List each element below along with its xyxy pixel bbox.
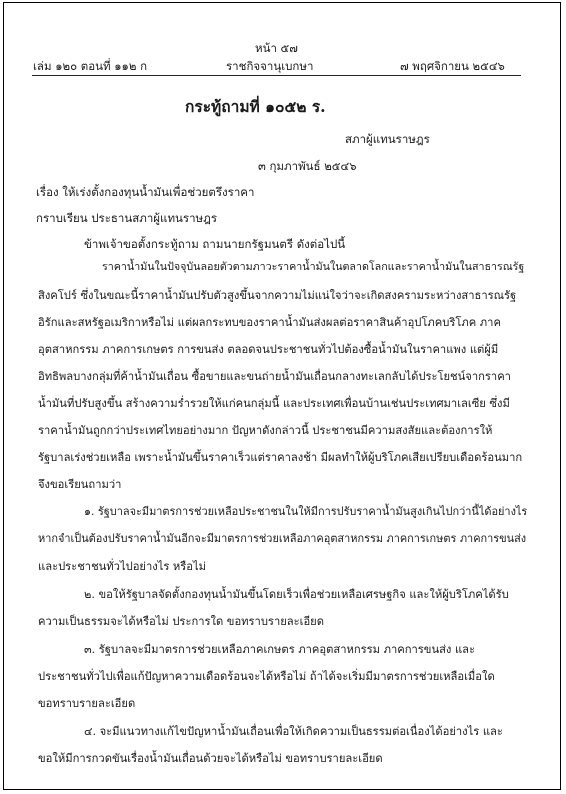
paragraph-line: จึงขอเรียนถามว่า — [38, 478, 122, 491]
opening-statement: ข้าพเจ้าขอตั้งกระทู้ถาม ถามนายกรัฐมนตรี ดังต่อไปนี้ — [84, 237, 346, 251]
paragraph-line: อุตสาหกรรม ภาคการเกษตร การขนส่ง ตลอดจนประชาชนทั่วไปต้องซื้อน้ำมันในราคาแพง แต่ผู้มี — [38, 343, 499, 356]
question-line: หากจำเป็นต้องปรับราคาน้ำมันอีกจะมีมาตรการช่วยเหลือภาคอุตสาหกรรม ภาคการเกษตร ภาคการขนส่ง — [38, 532, 527, 545]
question-line: ขอทราบรายละเอียด — [38, 697, 136, 710]
question-line: ๓. รัฐบาลจะมีมาตรการช่วยเหลือภาคเกษตร ภาคอุตสาหกรรม ภาคการขนส่ง และ — [84, 643, 476, 656]
paragraph-line: น้ำมันที่ปรับสูงขึ้น สร้างความร่ำรวยให้แก่คนกลุ่มนี้ และประเทศเพื่อนบ้านเช่นประเทศมาเลเซีย ซึ่งมี — [38, 397, 510, 410]
paragraph-line: สิงคโปร์ ซึ่งในขณะนี้ราคาน้ำมันปรับตัวสูงขึ้นจากความไม่แน่ใจว่าจะเกิดสงครามระหว่างสาธารณรัฐ — [38, 289, 517, 302]
page-number: หน้า ๕๗ — [255, 41, 298, 55]
question-line: ๔. จะมีแนวทางแก้ไขปัญหาน้ำมันเถื่อนเพื่อให้เกิดความเป็นธรรมต่อเนื่องได้อย่างไร และ — [84, 725, 503, 738]
salutation: กราบเรียน ประธานสภาผู้แทนราษฎร — [36, 211, 218, 225]
paragraph-line: อิรักและสหรัฐอเมริกาหรือไม่ แต่ผลกระทบของราคาน้ำมันส่งผลต่อราคาสินค้าอุปโภคบริโภค ภาค — [38, 316, 501, 329]
paragraph-line: รัฐบาลเร่งช่วยเหลือ เพราะน้ำมันขึ้นราคาเร็วแต่ราคาลงช้า มีผลทำให้ผู้บริโภคเสียเปรียบเดือดร้อนมาก — [38, 451, 523, 464]
question-line: ๒. ขอให้รัฐบาลจัดตั้งกองทุนน้ำมันขึ้นโดยเร็วเพื่อช่วยเหลือเศรษฐกิจ และให้ผู้บริโภคได้รับ — [84, 588, 509, 601]
question-line: ประชาชนทั่วไปเพื่อแก้ปัญหาความเดือดร้อนจะได้หรือไม่ ถ้าได้จะเริ่มมีมาตรการช่วยเหลือเมื่อใด — [38, 670, 495, 683]
sender: สภาผู้แทนราษฎร — [345, 132, 430, 146]
paragraph-line: อิทธิพลบางกลุ่มที่ค้าน้ำมันเถื่อน ซื้อขายและขนถ่ายน้ำมันเถื่อนกลางทะเลกลับได้ประโยชน์จากราคา — [38, 370, 511, 383]
sent-date: ๓ กุมภาพันธ์ ๒๕๔๖ — [258, 159, 357, 173]
document-title: กระทู้ถามที่ ๑๐๕๒ ร. — [185, 97, 326, 116]
question-line: ๑. รัฐบาลจะมีมาตรการช่วยเหลือประชาชนในให้มีการปรับราคาน้ำมันสูงเกินไปกว่านี้ได้อย่างไร — [84, 505, 528, 518]
paragraph-line: ราคาน้ำมันในปัจจุบันลอยตัวตามภาวะราคาน้ำมันในตลาดโลกและราคาน้ำมันในสาธารณรัฐ — [102, 260, 525, 273]
paragraph-line: ราคาน้ำมันถูกกว่าประเทศไทยอย่างมาก ปัญหาดังกล่าวนี้ ประชาชนมีความสงสัยและต้องการให้ — [38, 424, 493, 437]
header-rule — [32, 75, 521, 76]
question-line: ขอให้มีการกวดขันเรื่องน้ำมันเถื่อนด้วยจะได้หรือไม่ ขอทราบรายละเอียด — [38, 752, 383, 765]
gazette-name: ราชกิจจานุเบกษา — [226, 59, 314, 73]
question-line: และประชาชนทั่วไปอย่างไร หรือไม่ — [38, 560, 207, 573]
volume-issue: เล่ม ๑๒๐ ตอนที่ ๑๑๒ ก — [33, 59, 148, 73]
issue-date: ๗ พฤศจิกายน ๒๕๔๖ — [400, 59, 505, 73]
question-line: ความเป็นธรรมจะได้หรือไม่ ประการใด ขอทราบรายละเอียด — [38, 615, 325, 628]
subject-line: เรื่อง ให้เร่งตั้งกองทุนน้ำมันเพื่อช่วยตรึงราคา — [36, 185, 255, 199]
